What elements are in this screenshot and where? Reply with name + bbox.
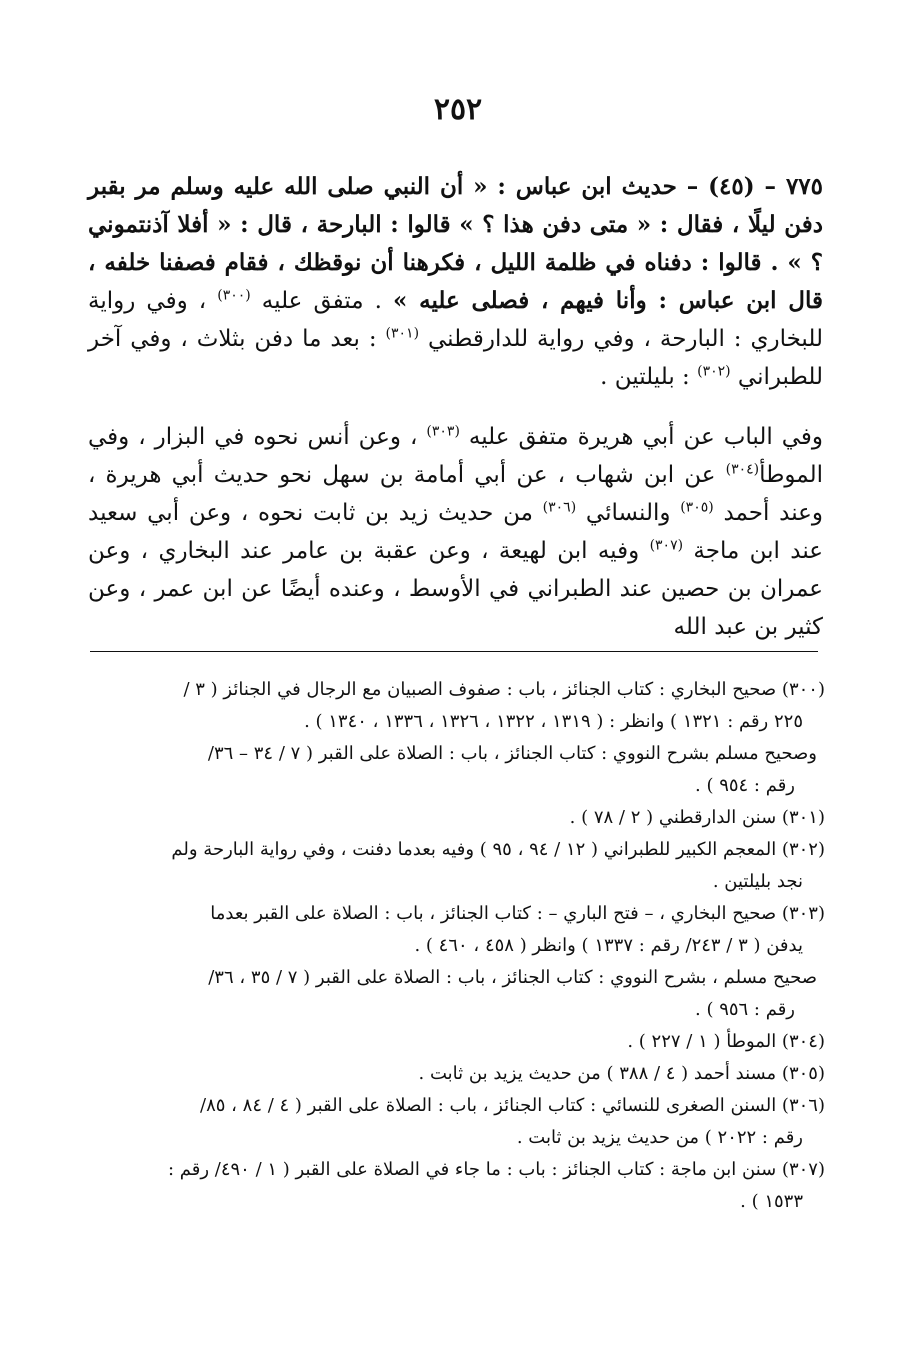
- text-segment: ، وعن أنس نحوه في البزار ، وفي الموطأ: [88, 424, 823, 488]
- footnote-first-line: (٣٠٢) المعجم الكبير للطبراني ( ١٢ / ٩٤ ، ٩٥ ) وفيه بعدما دفنت ، وفي رواية البارحة ولم: [171, 839, 825, 860]
- footnote-first-line: (٣٠٦) السنن الصغرى للنسائي : كتاب الجنائز ، باب : الصلاة على القبر ( ٤ / ٨٤ ، ٨٥/: [199, 1095, 825, 1116]
- footnotes: [60, 674, 825, 1218]
- footnote-continuation: نجد بليلتين .: [712, 871, 803, 892]
- footnote-ref: (٣٠١): [385, 325, 420, 342]
- footnote-continuation: رقم : ٢٠٢٢ ) من حديث يزيد بن ثابت .: [516, 1127, 803, 1148]
- text-segment: . متفق عليه: [250, 288, 393, 314]
- footnote-ref: (٣٠٠): [217, 287, 251, 304]
- footnote-first-line: صحيح مسلم ، بشرح النووي : كتاب الجنائز ، باب : الصلاة على القبر ( ٧ / ٣٥ ، ٣٦/: [208, 967, 817, 988]
- footnote-first-line: (٣٠٧) سنن ابن ماجة : كتاب الجنائز : باب : ما جاء في الصلاة على القبر ( ١ / ٤٩٠/ رقم :: [167, 1159, 825, 1180]
- footnote-continuation: ١٥٣٣ ) .: [740, 1191, 803, 1212]
- footnote-continuation: رقم : ٩٥٦ ) .: [695, 999, 795, 1020]
- footnote: [60, 1154, 825, 1218]
- footnote-continuation: ٢٢٥ رقم : ١٣٢١ ) وانظر : ( ١٣١٩ ، ١٣٢٢ ، ١٣٢٦ ، ١٣٣٦ ، ١٣٤٠ ) .: [304, 711, 803, 732]
- footnote: [60, 898, 825, 962]
- hadith-paragraph: [88, 168, 823, 396]
- footnote-ref: (٣٠٣): [426, 423, 460, 440]
- main-text: [88, 168, 823, 646]
- text-segment: والنسائي: [576, 500, 681, 526]
- footnote-ref: (٣٠٥): [680, 499, 714, 516]
- text-segment: وفي الباب عن أبي هريرة متفق عليه: [459, 424, 823, 450]
- footnote-ref: (٣٠٤): [725, 461, 760, 478]
- footnote-first-line: (٣٠٤) الموطأ ( ١ / ٢٢٧ ) .: [627, 1031, 825, 1052]
- hadith-text: ٧٧٥ – (٤٥) – حديث ابن عباس : « أن النبي صلى الله عليه وسلم مر بقبر دفن ليلًا ، فقال : « متى دفن هذا ؟ » قالوا : البارحة ، قال : « أفلا آذنتموني ؟ » . قالوا : دفناه في ظلمة الليل ، فكرهنا أن نوقظك ، فقام فصفنا خلفه ، قال ابن عباس : وأنا فيهم ، فصلى عليه »: [88, 173, 823, 314]
- page-number: ٢٥٢: [433, 92, 483, 127]
- footnote: [60, 738, 825, 802]
- footnote: [60, 674, 825, 738]
- footnote-first-line: (٣٠٠) صحيح البخاري : كتاب الجنائز ، باب : صفوف الصبيان مع الرجال في الجنائز ( ٣ /: [183, 679, 825, 700]
- text-segment: عن ابن شهاب ، عن أبي أمامة بن سهل نحو حديث أبي هريرة ، وعند أحمد: [88, 462, 824, 526]
- footnote-ref: (٣٠٧): [649, 537, 684, 554]
- footnote-ref: (٣٠٦): [542, 499, 577, 516]
- footnote-first-line: (٣٠٣) صحيح البخاري ، – فتح الباري – : كتاب الجنائز ، باب : الصلاة على القبر بعدما: [210, 903, 825, 924]
- text-segment: من حديث زيد بن ثابت نحوه ، وعن أبي سعيد عند ابن ماجة: [88, 500, 823, 564]
- footnote: [60, 1058, 825, 1090]
- footnote-first-line: (٣٠٥) مسند أحمد ( ٤ / ٣٨٨ ) من حديث يزيد بن ثابت .: [418, 1063, 825, 1084]
- footnote: [60, 834, 825, 898]
- footnote-continuation: رقم : ٩٥٤ ) .: [695, 775, 795, 796]
- text-segment: ، وفي رواية للبخاري : البارحة ، وفي رواية للدارقطني: [88, 288, 823, 352]
- footnote-first-line: وصحيح مسلم بشرح النووي : كتاب الجنائز ، باب : الصلاة على القبر ( ٧ / ٣٤ – ٣٦/: [207, 743, 817, 764]
- footnote-continuation: يدفن ( ٣ / ٢٤٣/ رقم : ١٣٣٧ ) وانظر ( ٤٥٨ ، ٤٦٠ ) .: [414, 935, 803, 956]
- footnote: [60, 962, 825, 1026]
- footnote-ref: (٣٠٢): [697, 363, 731, 380]
- text-segment: : بعد ما دفن بثلاث ، وفي آخر للطبراني: [88, 326, 823, 390]
- footnote: [60, 1090, 825, 1154]
- text-segment: وفيه ابن لهيعة ، وعن عقبة بن عامر عند البخاري ، وعن عمران بن حصين عند الطبراني في الأوسط ، وعنده أيضًا عن ابن عمر ، وعن كثير بن عبد الله: [88, 538, 823, 640]
- footnote: [60, 802, 825, 834]
- footnote-first-line: (٣٠١) سنن الدارقطني ( ٢ / ٧٨ ) .: [569, 807, 825, 828]
- chapter-paragraph: [88, 418, 823, 646]
- footnote-divider: [90, 651, 818, 652]
- footnote: [60, 1026, 825, 1058]
- text-segment: : بليلتين .: [600, 364, 698, 390]
